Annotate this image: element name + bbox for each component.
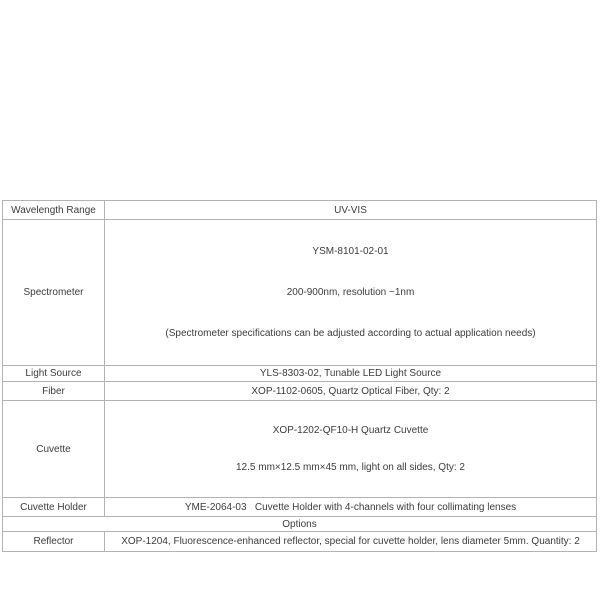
table-row-options-section [3, 517, 597, 532]
table-row-cuvette [3, 401, 597, 498]
row-value-reflector: XOP-1204, Fluorescence-enhanced reflector, special for cuvette holder, lens diameter 5mm. Quantity: 2 [105, 532, 597, 552]
row-label-spectrometer: Spectrometer [3, 220, 105, 366]
cuvette-size-line: 12.5 mm×12.5 mm×45 mm, light on all sides, Qty: 2 [236, 462, 465, 473]
row-label-light-source: Light Source [3, 366, 105, 382]
row-value-spectrometer [105, 220, 597, 366]
row-label-wavelength-range: Wavelength Range [3, 201, 105, 220]
spectrometer-model-line: YSM-8101-02-01 [312, 246, 389, 257]
spectrometer-range-line: 200-900nm, resolution ~1nm [286, 287, 415, 298]
spectrometer-note-line: (Spectrometer specifications can be adjusted according to actual application needs) [165, 328, 536, 339]
table-row-cuvette-holder [3, 498, 597, 517]
row-label-fiber: Fiber [3, 382, 105, 401]
row-value-wavelength-range: UV-VIS [105, 201, 597, 220]
table-row-wavelength-range [3, 201, 597, 220]
table-row-spectrometer [3, 220, 597, 366]
table-row-reflector [3, 532, 597, 552]
cuvette-model-line: XOP-1202-QF10-H Quartz Cuvette [272, 425, 429, 436]
row-label-cuvette: Cuvette [3, 401, 105, 498]
table-row-fiber [3, 382, 597, 401]
options-section-header: Options [3, 517, 597, 532]
table-row-light-source [3, 366, 597, 382]
row-value-cuvette [105, 401, 597, 498]
spec-table [2, 200, 597, 552]
row-label-cuvette-holder: Cuvette Holder [3, 498, 105, 517]
row-value-cuvette-holder: YME-2064-03 Cuvette Holder with 4-channels with four collimating lenses [105, 498, 597, 517]
row-label-reflector: Reflector [3, 532, 105, 552]
row-value-fiber: XOP-1102-0605, Quartz Optical Fiber, Qty: 2 [105, 382, 597, 401]
row-value-light-source: YLS-8303-02, Tunable LED Light Source [105, 366, 597, 382]
